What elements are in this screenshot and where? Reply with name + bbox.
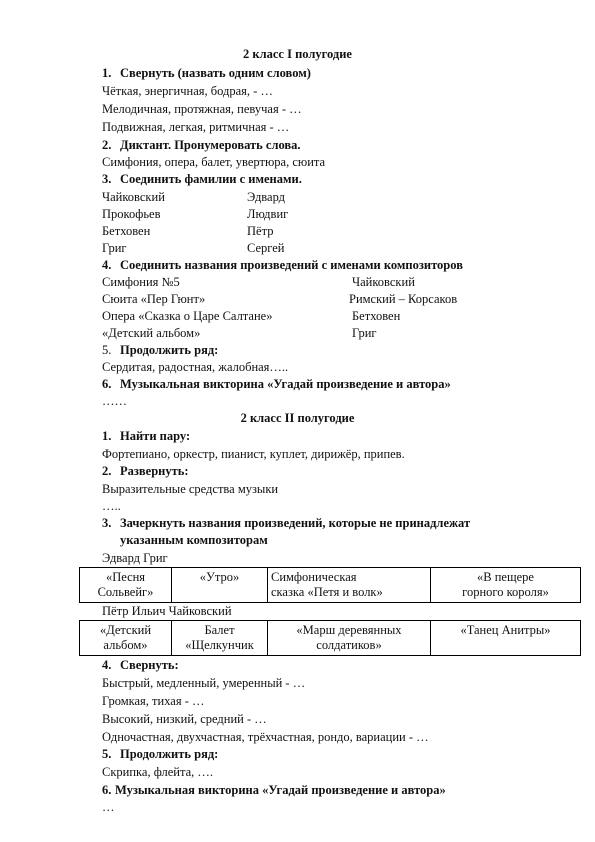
s2-q2-line: ….. bbox=[102, 499, 121, 513]
work-cell[interactable]: «Песня Сольвейг» bbox=[80, 568, 172, 603]
s2-q1-heading: 1. Найти пару: bbox=[102, 429, 191, 443]
s1-q2-line: Симфония, опера, балет, увертюра, сюита bbox=[102, 155, 326, 169]
tchaikovsky-works-table bbox=[79, 620, 581, 656]
surname-item: Бетховен bbox=[102, 224, 151, 238]
surname-item: Григ bbox=[102, 241, 127, 255]
s2-q4-line: Высокий, низкий, средний - … bbox=[102, 712, 267, 726]
s2-q4-line: Быстрый, медленный, умеренный - … bbox=[102, 676, 306, 690]
s1-q3-heading: 3. Соединить фамилии с именами. bbox=[102, 172, 302, 186]
table-row bbox=[80, 568, 581, 603]
work-item: Опера «Сказка о Царе Салтане» bbox=[102, 309, 273, 323]
s2-q6-line: … bbox=[102, 800, 115, 814]
composer-label: Эдвард Григ bbox=[102, 551, 168, 565]
s2-q5-heading: 5. Продолжить ряд: bbox=[102, 747, 219, 761]
surname-item: Чайковский bbox=[102, 190, 165, 204]
s2-q3-heading-cont: указанным композиторам bbox=[120, 533, 268, 547]
s1-q6-line: …… bbox=[102, 394, 127, 408]
s2-q6-heading: 6. Музыкальная викторина «Угадай произведение и автора» bbox=[102, 783, 446, 797]
s2-q3-heading: 3. Зачеркнуть названия произведений, которые не принадлежат bbox=[102, 516, 471, 530]
first-name-item: Сергей bbox=[247, 241, 285, 255]
work-cell[interactable]: Балет «Щелкунчик bbox=[172, 621, 268, 656]
work-cell[interactable]: «Танец Анитры» bbox=[431, 621, 581, 656]
s2-q5-line: Скрипка, флейта, …. bbox=[102, 765, 214, 779]
s2-q2-heading: 2. Развернуть: bbox=[102, 464, 189, 478]
work-cell[interactable]: Симфоническая сказка «Петя и волк» bbox=[268, 568, 431, 603]
s1-q4-heading: 4. Соединить названия произведений с именами композиторов bbox=[102, 258, 463, 272]
s1-q1-line: Мелодичная, протяжная, певучая - … bbox=[102, 102, 302, 116]
work-cell[interactable]: «В пещере горного короля» bbox=[431, 568, 581, 603]
composer-item: Римский – Корсаков bbox=[349, 292, 458, 306]
s1-q1-line: Подвижная, легкая, ритмичная - … bbox=[102, 120, 290, 134]
work-cell[interactable]: «Детский альбом» bbox=[80, 621, 172, 656]
composer-label: Пётр Ильич Чайковский bbox=[102, 604, 232, 618]
first-name-item: Пётр bbox=[247, 224, 274, 238]
surname-item: Прокофьев bbox=[102, 207, 161, 221]
first-name-item: Людвиг bbox=[247, 207, 289, 221]
grieg-works-table bbox=[79, 567, 581, 603]
work-item: Симфония №5 bbox=[102, 275, 180, 289]
s1-q2-heading: 2. Диктант. Пронумеровать слова. bbox=[102, 138, 301, 152]
s1-q5-line: Сердитая, радостная, жалобная….. bbox=[102, 360, 289, 374]
table-row bbox=[80, 621, 581, 656]
s1-q6-heading: 6. Музыкальная викторина «Угадай произведение и автора» bbox=[102, 377, 451, 391]
s2-q4-heading: 4. Свернуть: bbox=[102, 658, 179, 672]
s2-q4-line: Одночастная, двухчастная, трёхчастная, рондо, вариации - … bbox=[102, 730, 429, 744]
work-cell[interactable]: «Утро» bbox=[172, 568, 268, 603]
composer-item: Чайковский bbox=[352, 275, 415, 289]
work-cell[interactable]: «Марш деревянных солдатиков» bbox=[268, 621, 431, 656]
work-item: «Детский альбом» bbox=[102, 326, 201, 340]
s1-q1-line: Чёткая, энергичная, бодрая, - … bbox=[102, 84, 273, 98]
s2-q1-line: Фортепиано, оркестр, пианист, куплет, дирижёр, припев. bbox=[102, 447, 405, 461]
composer-item: Бетховен bbox=[352, 309, 401, 323]
section1-title: 2 класс I полугодие bbox=[243, 47, 352, 61]
composer-item: Григ bbox=[352, 326, 377, 340]
work-item: Сюита «Пер Гюнт» bbox=[102, 292, 206, 306]
first-name-item: Эдвард bbox=[247, 190, 286, 204]
s2-q2-line: Выразительные средства музыки bbox=[102, 482, 279, 496]
s1-q1-heading: 1. Свернуть (назвать одним словом) bbox=[102, 66, 311, 80]
s1-q5-heading: 5. Продолжить ряд: bbox=[102, 343, 219, 357]
s2-q4-line: Громкая, тихая - … bbox=[102, 694, 205, 708]
section2-title: 2 класс II полугодие bbox=[240, 411, 355, 425]
